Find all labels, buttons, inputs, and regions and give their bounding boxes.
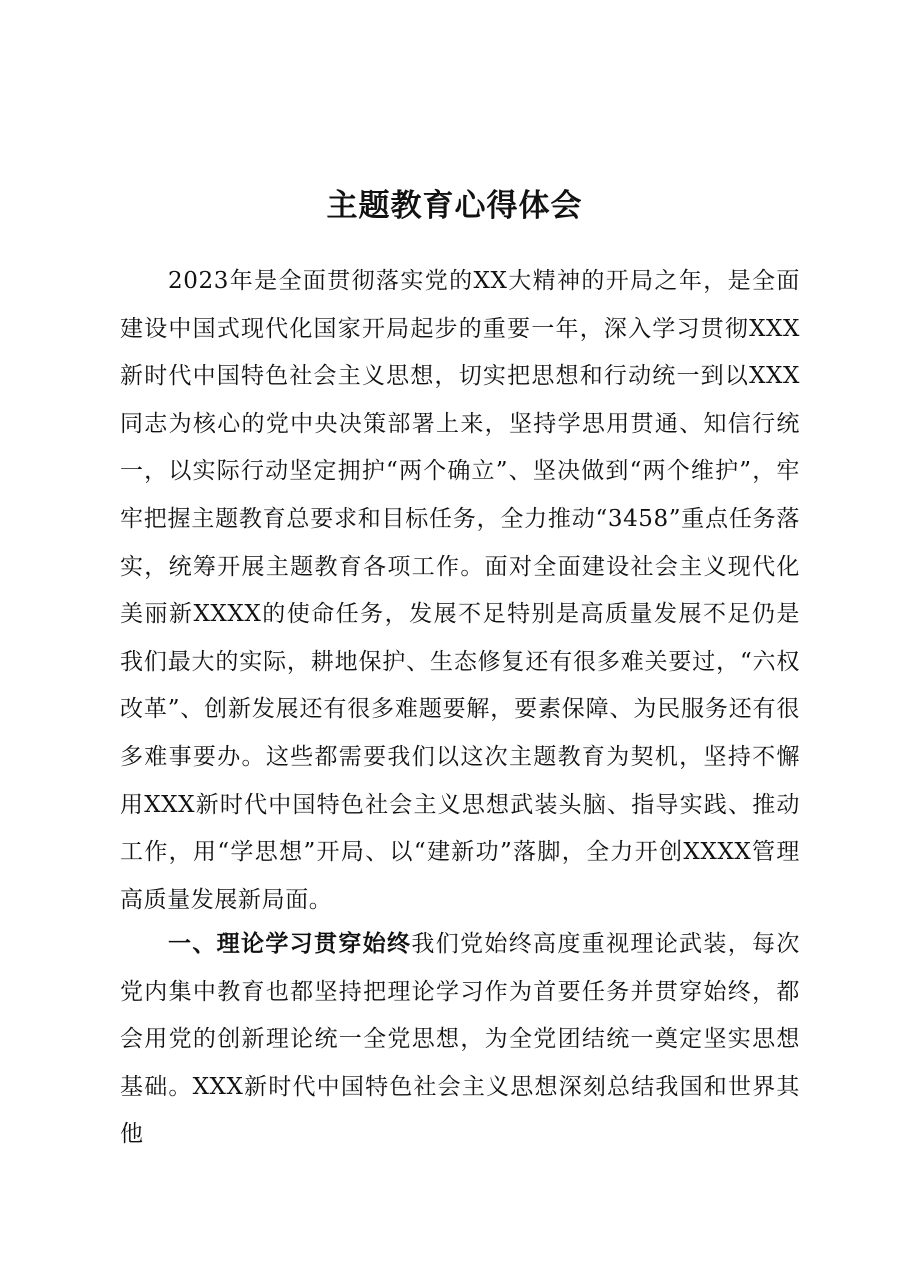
document-title: 主题教育心得体会: [326, 188, 583, 224]
section-1-heading: 一、理论学习贯穿始终: [168, 931, 412, 957]
intro-paragraph: 2023年是全面贯彻落实党的XX大精神的开局之年，是全面建设中国式现代化国家开局起步的重要一年，深入学习贯彻XXX新时代中国特色社会主义思想，切实把思想和行动统一到以XXX同志为核心的党中央决策部署上来，坚持学思用贯通、知信行统一，以实际行动坚定拥护“两个确立”、坚决做到“两个维护”，牢牢把握主题教育总要求和目标任务，全力推动“3458”重点任务落实，统筹开展主题教育各项工作。面对全面建设社会主义现代化美丽新XXXX的使命任务，发展不足特别是高质量发展不足仍是我们最大的实际，耕地保护、生态修复还有很多难关要过，“六权改革”、创新发展还有很多难题要解，要素保障、为民服务还有很多难事要办。这些都需要我们以这次主题教育为契机，坚持不懈用XXX新时代中国特色社会主义思想武装头脑、指导实践、推动工作，用“学思想”开局、以“建新功”落脚，全力开创XXXX管理高质量发展新局面。: [120, 268, 800, 913]
section-1-paragraph: [120, 921, 800, 1159]
section-1-text: 我们党始终高度重视理论武装，每次党内集中教育也都坚持把理论学习作为首要任务并贯穿始终，都会用党的创新理论统一全党思想，为全党团结统一奠定坚实思想基础。XXX新时代中国特色社会主义思想深刻总结我国和世界其他: [120, 931, 800, 1148]
